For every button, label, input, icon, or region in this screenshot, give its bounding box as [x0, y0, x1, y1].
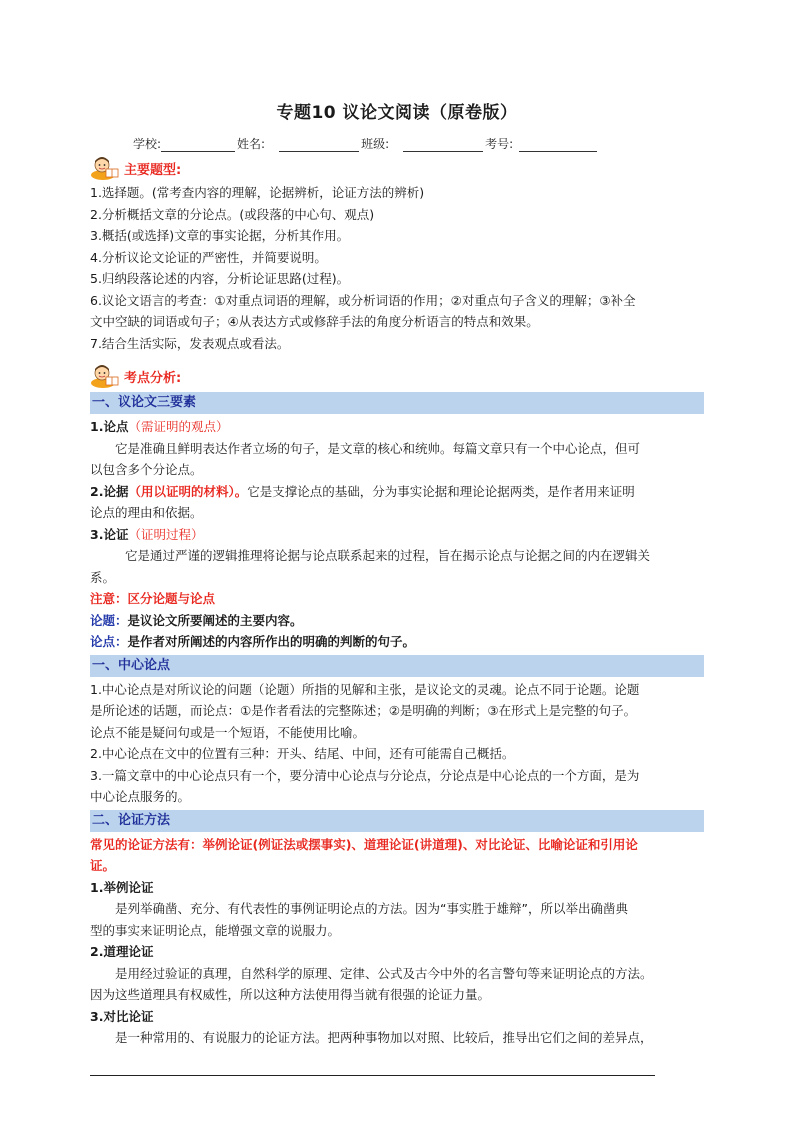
element-1-text-cont: 以包含多个分论点。 [90, 462, 203, 477]
central-3-cont: 中心论点服务的。 [90, 789, 191, 804]
name-blank[interactable] [279, 138, 359, 152]
name-label: 姓名: [237, 137, 266, 151]
method-2-head: 2.道理论证 [90, 944, 154, 959]
id-blank[interactable] [519, 138, 597, 152]
bottom-divider [90, 1075, 655, 1076]
element-2-text-cont: 论点的理由和依据。 [90, 505, 203, 520]
type-item-6-cont: 文中空缺的词语或句子；④从表达方式或修辞手法的角度分析语言的特点和效果。 [90, 314, 539, 329]
method-1-text-cont: 型的事实来证明论点，能增强文章的说服力。 [90, 922, 341, 938]
section-heading-text: 主要题型: [124, 162, 182, 178]
type-item-2: 2.分析概括文章的分论点。(或段落的中心句、观点) [90, 206, 375, 222]
class-label: 班级: [361, 137, 390, 151]
central-1-cont2: 论点不能是疑问句或是一个短语，不能使用比喻。 [90, 724, 366, 740]
method-3-text: 是一种常用的、有说服力的论证方法。把两种事物加以对照、比较后，推导出它们之间的差异点， [115, 1030, 653, 1045]
student-reading-icon [90, 363, 120, 389]
page-title: 专题10 议论文阅读（原卷版） [276, 103, 518, 123]
element-3-note: （证明过程） [128, 526, 204, 542]
student-info-line [133, 128, 704, 152]
methods-intro: 常见的论证方法有：举例论证(例证法或摆事实)、道理论证(讲道理)、对比论证、比喻论证和引用论 [90, 836, 638, 852]
method-2-text: 是用经过验证的真理，自然科学的原理、定律、公式及古今中外的名言警句等来证明论点的方法。 [115, 965, 653, 981]
method-1-head: 1.举例论证 [90, 879, 154, 895]
element-2-text: 它是支撑论点的基础，分为事实论据和理论论据两类，是作者用来证明 [247, 483, 635, 499]
student-reading-icon [90, 155, 120, 181]
class-blank[interactable] [403, 138, 483, 152]
central-3: 3.一篇文章中的中心论点只有一个，要分清中心论点与分论点，分论点是中心论点的一个方面，是为 [90, 767, 640, 783]
point-def: 是作者对所阐述的内容所作出的明确的判断的句子。 [127, 634, 416, 649]
document-content [90, 98, 704, 1049]
type-item-4: 4.分析议论文论证的严密性，并简要说明。 [90, 249, 327, 265]
topic-definition [90, 610, 704, 632]
school-blank[interactable] [161, 138, 235, 152]
element-3-head [90, 524, 704, 546]
section-heading-analysis [90, 362, 704, 390]
id-label: 考号: [485, 137, 514, 151]
band-central-argument: 一、中心论点 [90, 655, 704, 677]
element-2-note: （用以证明的材料）。 [128, 483, 248, 499]
element-3-text: 它是通过严谨的逻辑推理将论据与论点联系起来的过程，旨在揭示论点与论据之间的内在逻辑关 [125, 548, 651, 563]
element-1-num: 1.论点 [90, 419, 129, 434]
type-item-7: 7.结合生活实际，发表观点或看法。 [90, 335, 290, 351]
point-term: 论点： [90, 634, 128, 649]
methods-intro-cont: 证。 [90, 858, 116, 873]
topic-def: 是议论文所要阐述的主要内容。 [127, 612, 303, 628]
section-heading-types [90, 154, 704, 182]
type-item-1: 1.选择题。(常考查内容的理解，论据辨析，论证方法的辨析) [90, 185, 425, 200]
element-1-text: 它是准确且鲜明表达作者立场的句子，是文章的核心和统帅。每篇文章只有一个中心论点，但可 [115, 440, 641, 456]
central-1-cont: 是所论述的话题，而论点：①是作者看法的完整陈述；②是明确的判断；③在形式上是完整的句子。 [90, 703, 637, 718]
central-2: 2.中心论点在文中的位置有三种：开头、结尾、中间，还有可能需自己概括。 [90, 746, 515, 761]
element-2-num: 2.论据 [90, 483, 129, 499]
band-three-elements: 一、议论文三要素 [90, 392, 704, 414]
band-argument-methods: 二、论证方法 [90, 810, 704, 832]
type-item-5: 5.归纳段落论述的内容，分析论证思路(过程)。 [90, 271, 350, 286]
note-heading: 注意：区分论题与论点 [90, 591, 216, 606]
school-label: 学校: [133, 137, 162, 151]
type-item-3: 3.概括(或选择)文章的事实论据，分析其作用。 [90, 228, 350, 243]
method-2-text-cont: 因为这些道理具有权威性，所以这种方法使用得当就有很强的论证力量。 [90, 987, 491, 1002]
method-3-head: 3.对比论证 [90, 1008, 154, 1024]
element-1-head [90, 416, 704, 438]
method-1-text: 是列举确凿、充分、有代表性的事例证明论点的方法。因为“事实胜于雄辩”，所以举出确凿典 [115, 901, 628, 916]
element-2-head [90, 481, 704, 503]
central-1: 1.中心论点是对所议论的问题（论题）所指的见解和主张，是议论文的灵魂。论点不同于论题。论题 [90, 681, 640, 697]
element-3-num: 3.论证 [90, 526, 129, 542]
element-1-note: （需证明的观点） [128, 419, 229, 434]
section-heading-text: 考点分析: [124, 370, 182, 386]
type-item-6: 6.议论文语言的考查：①对重点词语的理解，或分析词语的作用；②对重点句子含义的理解；③补全 [90, 292, 636, 308]
topic-term: 论题： [90, 612, 128, 628]
element-3-text-cont: 系。 [90, 569, 116, 585]
point-definition [90, 631, 704, 653]
